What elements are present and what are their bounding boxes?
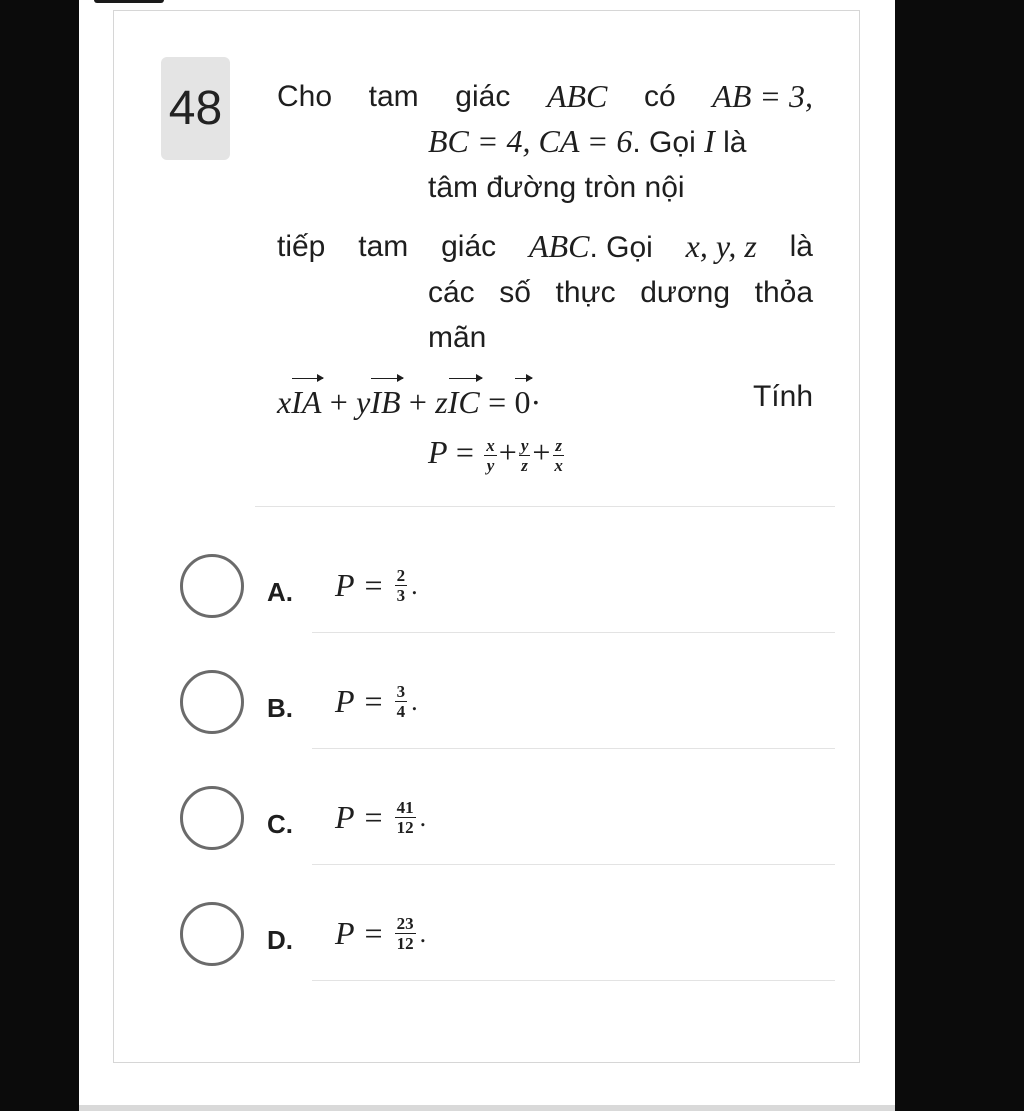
- question-stem: [277, 74, 813, 476]
- option-a[interactable]: [180, 554, 840, 634]
- question-number-badge: [161, 57, 230, 160]
- p-expression: P = $\frac{x}{y}$ + $\frac{y}{z}$ + $\frac{z}{x}$: [428, 434, 563, 475]
- tinh-label: Tính: [752, 380, 813, 413]
- vector-IB: IB: [370, 374, 400, 425]
- option-b[interactable]: [180, 670, 840, 750]
- question-number: 48: [168, 82, 223, 135]
- stem-line-1: Cho tam giác ABC có AB = 3,: [277, 78, 813, 114]
- stem-line-5: các số thực dương thỏa: [428, 276, 813, 309]
- option-divider: [312, 632, 835, 633]
- stem-line-3: tâm đường tròn nội: [428, 171, 685, 204]
- stem-line-2: BC = 4, CA = 6. Gọi I là: [428, 123, 747, 159]
- option-divider: [312, 980, 835, 981]
- radio-button-a[interactable]: [180, 554, 244, 618]
- option-answer: P = $\frac{41}{12}$ .: [335, 798, 427, 837]
- option-c[interactable]: [180, 786, 840, 866]
- bottom-edge-bar: [79, 1105, 895, 1111]
- radio-button-c[interactable]: [180, 786, 244, 850]
- top-edge-element: [94, 0, 164, 3]
- option-answer: P = $\frac{23}{12}$ .: [335, 914, 427, 953]
- stem-divider: [255, 506, 835, 507]
- option-answer: P = $\frac{3}{4}$ .: [335, 682, 418, 721]
- vector-IA: IA: [291, 374, 321, 425]
- option-letter: A.: [267, 577, 293, 607]
- option-d[interactable]: [180, 902, 840, 982]
- stem-line-6: mãn: [428, 321, 487, 354]
- vector-IC: IC: [448, 374, 480, 425]
- option-divider: [312, 748, 835, 749]
- stem-line-4: tiếp tam giác ABC. Gọi x, y, z là: [277, 228, 813, 264]
- option-letter: B.: [267, 693, 293, 723]
- option-answer: P = $\frac{2}{3}$ .: [335, 566, 418, 605]
- radio-button-d[interactable]: [180, 902, 244, 966]
- vector-equation-line: [277, 374, 813, 426]
- option-divider: [312, 864, 835, 865]
- vector-equation: xIA + yIB + zIC = 0·: [277, 374, 541, 426]
- zero-vector: 0: [514, 374, 530, 425]
- radio-button-b[interactable]: [180, 670, 244, 734]
- option-letter: C.: [267, 809, 293, 839]
- option-letter: D.: [267, 925, 293, 955]
